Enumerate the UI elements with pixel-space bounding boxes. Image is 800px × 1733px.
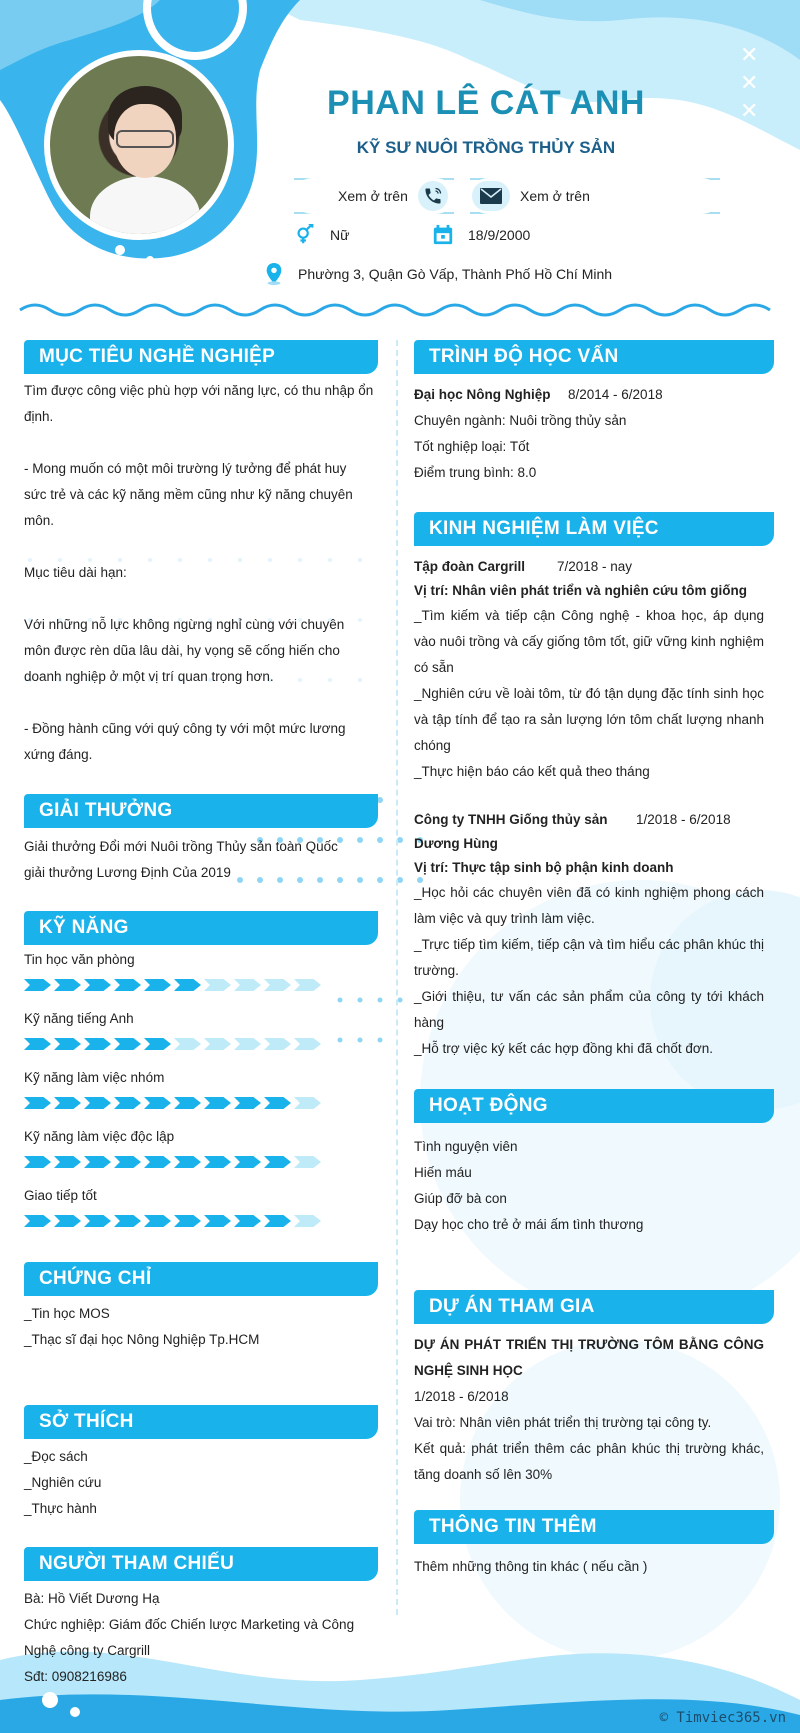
section-title-skills: KỸ NĂNG xyxy=(24,911,378,945)
header xyxy=(0,0,800,300)
education-text: Đại học Nông Nghiệp 8/2014 - 6/2018 Chuyên ngành: Nuôi trồng thủy sản Tốt nghiệp loại: Tốt Điểm trung bình: 8.0 xyxy=(414,387,663,480)
skill-segment xyxy=(114,1156,141,1168)
skill-segment xyxy=(24,1097,51,1109)
skill-label: Tin học văn phòng xyxy=(24,952,135,967)
skill-bar xyxy=(24,1097,321,1109)
skill-segment xyxy=(174,1038,201,1050)
experience-job-1: Tập đoàn Cargrill 7/2018 - nay Vị trí: Nhân viên phát triển và nghiên cứu tôm giống _Tìm kiếm và tiếp cận Công nghệ - khoa học, áp dụng vào nuôi trồng và cấy giống tôm tốt, giữ vững kinh nghiệm có sẵn _Nghiên cứu về loài tôm, từ đó tận dụng đặc tính sinh học và tập tính để tạo ra sản lượng lớn tôm chất lượng nhanh chóng _Thực hiện báo cáo kết quả theo tháng xyxy=(414,559,764,779)
column-divider xyxy=(396,340,398,1615)
skill-segment xyxy=(84,1038,111,1050)
skill-segment xyxy=(114,1215,141,1227)
skill-segment xyxy=(114,1038,141,1050)
section-title-projects: DỰ ÁN THAM GIA xyxy=(414,1290,774,1324)
location-icon xyxy=(264,263,284,285)
skill-segment xyxy=(234,1156,261,1168)
skill-segment xyxy=(114,979,141,991)
skill-segment xyxy=(144,1038,171,1050)
skill-segment xyxy=(174,1097,201,1109)
section-title-awards: GIẢI THƯỞNG xyxy=(24,794,378,828)
gender-icon xyxy=(294,224,316,246)
skill-bar xyxy=(24,1156,321,1168)
references-text: Bà: Hồ Viết Dương Hạ Chức nghiệp: Giám đốc Chiến lược Marketing và Công Nghệ công ty Cargrill Sđt: 0908216986 xyxy=(24,1591,355,1684)
phone-field[interactable] xyxy=(294,178,454,214)
awards-text: Giải thưởng Đổi mới Nuôi trồng Thủy sản toàn Quốc giải thưởng Lương Định Của 2019 xyxy=(24,839,338,880)
birthday-info xyxy=(432,224,530,246)
gender-value: Nữ xyxy=(330,227,350,243)
skill-segment xyxy=(174,979,201,991)
section-title-hobbies: SỞ THÍCH xyxy=(24,1405,378,1439)
skill-segment xyxy=(144,1097,171,1109)
skill-segment xyxy=(54,1215,81,1227)
skill-segment xyxy=(84,1156,111,1168)
skill-segment xyxy=(24,1215,51,1227)
skill-segment xyxy=(54,1038,81,1050)
certificates-text: _Tin học MOS _Thạc sĩ đại học Nông Nghiệp Tp.HCM xyxy=(24,1306,260,1347)
skill-bar xyxy=(24,1215,321,1227)
calendar-icon xyxy=(432,224,454,246)
job-title: KỸ SƯ NUÔI TRỒNG THỦY SẢN xyxy=(356,138,616,157)
page-title: PHAN LÊ CÁT ANH xyxy=(327,84,645,122)
skill-segment xyxy=(84,1215,111,1227)
skill-segment xyxy=(84,979,111,991)
section-title-activities: HOẠT ĐỘNG xyxy=(414,1089,774,1123)
skill-segment xyxy=(144,1156,171,1168)
phone-value: Xem ở trên xyxy=(338,188,408,204)
skill-segment xyxy=(264,1097,291,1109)
skill-segment xyxy=(144,979,171,991)
birthday-value: 18/9/2000 xyxy=(468,227,531,243)
skill-segment xyxy=(234,1038,261,1050)
section-title-certificates: CHỨNG CHỈ xyxy=(24,1262,378,1296)
skill-bar xyxy=(24,979,321,991)
address-info xyxy=(264,263,612,285)
skill-segment xyxy=(204,1215,231,1227)
skill-segment xyxy=(294,1038,321,1050)
gender-info xyxy=(294,224,349,246)
skill-segment xyxy=(144,1215,171,1227)
avatar xyxy=(44,50,234,240)
mail-icon xyxy=(472,181,510,211)
skill-segment xyxy=(204,1097,231,1109)
skill-label: Kỹ năng làm việc độc lập xyxy=(24,1129,175,1144)
skill-segment xyxy=(234,979,261,991)
skill-segment xyxy=(204,979,231,991)
section-title-education: TRÌNH ĐỘ HỌC VẤN xyxy=(414,340,774,374)
address-value: Phường 3, Quận Gò Vấp, Thành Phố Hồ Chí Minh xyxy=(298,266,613,282)
skill-label: Kỹ năng làm việc nhóm xyxy=(24,1070,165,1085)
experience-job-2: Công ty TNHH Giống thủy sản 1/2018 - 6/2018 Dương Hùng Vị trí: Thực tập sinh bộ phận kinh doanh _Học hỏi các chuyên viên đã có kinh nghiệm phong cách làm việc và quy trình làm việc. _Trực tiếp tìm kiếm, tiếp cận và tìm hiểu các phân khúc thị trường. _Giới thiệu, tư vấn các sản phẩm của công ty tới khách hàng _Hỗ trợ việc ký kết các hợp đồng khi đã chốt đơn. xyxy=(414,812,764,1056)
skill-segment xyxy=(234,1215,261,1227)
skill-segment xyxy=(294,1156,321,1168)
skill-segment xyxy=(114,1097,141,1109)
email-value: Xem ở trên xyxy=(520,188,590,204)
close-icon: ✕ xyxy=(740,70,759,95)
skill-segment xyxy=(24,1038,51,1050)
section-title-career-goal: MỤC TIÊU NGHỀ NGHIỆP xyxy=(24,340,378,374)
skill-segment xyxy=(174,1156,201,1168)
skill-segment xyxy=(264,979,291,991)
close-icon: ✕ xyxy=(740,42,759,67)
skill-segment xyxy=(54,1097,81,1109)
skill-segment xyxy=(24,1156,51,1168)
skill-segment xyxy=(204,1038,231,1050)
skill-segment xyxy=(54,979,81,991)
skill-label: Giao tiếp tốt xyxy=(24,1188,97,1203)
section-title-references: NGƯỜI THAM CHIẾU xyxy=(24,1547,378,1581)
skill-segment xyxy=(234,1097,261,1109)
skill-segment xyxy=(264,1215,291,1227)
hobbies-text: _Đọc sách _Nghiên cứu _Thực hành xyxy=(24,1449,102,1516)
more-info-text: Thêm những thông tin khác ( nếu cần ) xyxy=(414,1559,648,1574)
skill-segment xyxy=(84,1097,111,1109)
skill-segment xyxy=(54,1156,81,1168)
projects-text: DỰ ÁN PHÁT TRIỂN THỊ TRƯỜNG TÔM BẰNG CÔNG NGHỆ SINH HỌC 1/2018 - 6/2018 Vai trò: Nhân viên phát triển thị trường tại công ty. Kết quả: phát triển thêm các phân khúc thị trường khác, tăng doanh số lên 30% xyxy=(414,1337,764,1482)
skill-segment xyxy=(294,1097,321,1109)
skill-segment xyxy=(204,1156,231,1168)
skill-label: Kỹ năng tiếng Anh xyxy=(24,1011,134,1026)
email-field[interactable] xyxy=(470,178,720,214)
section-title-experience: KINH NGHIỆM LÀM VIỆC xyxy=(414,512,774,546)
career-goal-text: Tìm được công việc phù hợp với năng lực, có thu nhập ổn định. - Mong muốn có một môi trường lý tưởng để phát huy sức trẻ và các kỹ năng mềm cũng như kỹ năng chuyên môn. Mục tiêu dài hạn: Với những nỗ lực không ngừng nghỉ cùng với chuyên môn được rèn dũa lâu dài, hy vọng sẽ cống hiến cho doanh nghiệp ở một vị trí quan trọng hơn. - Đồng hành cũng với quý công ty với một mức lương xứng đáng. xyxy=(24,383,374,762)
skill-segment xyxy=(174,1215,201,1227)
skill-bar xyxy=(24,1038,321,1050)
watermark: © Timviec365.vn xyxy=(659,1710,786,1726)
skill-segment xyxy=(294,1215,321,1227)
skill-segment xyxy=(264,1156,291,1168)
skill-segment xyxy=(24,979,51,991)
close-icon: ✕ xyxy=(740,98,759,123)
skill-segment xyxy=(264,1038,291,1050)
section-title-more-info: THÔNG TIN THÊM xyxy=(414,1510,774,1544)
phone-icon xyxy=(418,181,448,211)
skill-segment xyxy=(294,979,321,991)
activities-text: Tình nguyện viên Hiến máu Giúp đỡ bà con Dạy học cho trẻ ở mái ấm tình thương xyxy=(414,1139,644,1232)
